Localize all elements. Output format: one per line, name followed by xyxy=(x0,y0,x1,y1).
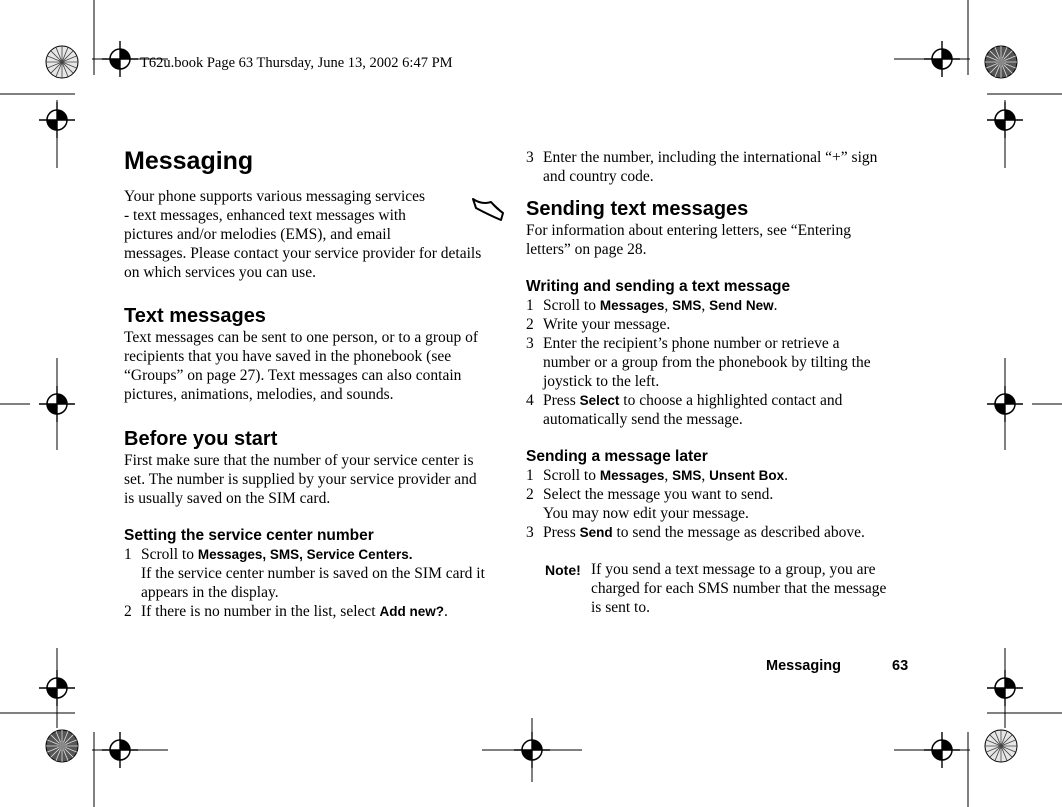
step-item xyxy=(526,148,911,186)
separator: , xyxy=(701,467,710,484)
step-text: Write your message. xyxy=(543,316,671,333)
intro-line: messages. Please contact your service provider for details xyxy=(124,245,482,262)
step-text: Press xyxy=(543,524,580,541)
paragraph-line: pictures, animations, melodies, and sounds. xyxy=(124,386,394,403)
step-number: 3 xyxy=(526,149,534,166)
step-text: appears in the display. xyxy=(141,584,279,601)
ui-label: Messages xyxy=(599,298,665,313)
step-item xyxy=(526,334,911,391)
later-heading: Sending a message later xyxy=(526,448,708,465)
step-text: You may now edit your message. xyxy=(543,505,749,522)
step-item xyxy=(526,466,911,485)
separator: , xyxy=(664,467,673,484)
step-text: Scroll to xyxy=(543,297,600,314)
ui-label: Messages, SMS, Service Centers. xyxy=(197,547,413,562)
separator: , xyxy=(701,297,710,314)
intro-line: on which services you can use. xyxy=(124,264,316,281)
step-item xyxy=(526,391,911,429)
step-text: number or a group from the phonebook by tilting the xyxy=(543,354,871,371)
paragraph-line: “Groups” on page 27). Text messages can also contain xyxy=(124,367,462,384)
writing-heading: Writing and sending a text message xyxy=(526,278,791,295)
note-line: charged for each SMS number that the message xyxy=(591,580,887,597)
step-item xyxy=(526,315,911,334)
step-number: 2 xyxy=(526,316,534,333)
step-text: Press xyxy=(543,392,580,409)
step-text: joystick to the left. xyxy=(543,373,660,390)
step-number: 1 xyxy=(526,297,534,314)
step-number: 2 xyxy=(526,486,534,503)
step-item xyxy=(526,296,911,315)
sms-envelope-icon xyxy=(470,196,506,224)
before-start-heading: Before you start xyxy=(124,428,278,450)
step-text: Scroll to xyxy=(141,546,198,563)
ui-label: Add new? xyxy=(379,604,444,619)
paragraph-line: set. The number is supplied by your service provider and xyxy=(124,471,477,488)
paragraph-line: is usually saved on the SIM card. xyxy=(124,490,331,507)
separator: , xyxy=(664,297,673,314)
step-text: Scroll to xyxy=(543,467,600,484)
paragraph-line: For information about entering letters, see “Entering xyxy=(526,222,851,239)
ui-label: SMS xyxy=(672,468,702,483)
intro-line: Your phone supports various messaging services xyxy=(124,188,426,205)
step-text: and country code. xyxy=(543,168,654,185)
text-messages-paragraph xyxy=(124,328,509,404)
step-number: 3 xyxy=(526,335,534,352)
ui-label: Messages xyxy=(599,468,665,483)
separator: . xyxy=(773,297,778,314)
print-slug: T62u.book Page 63 Thursday, June 13, 2002 6:47 PM xyxy=(140,55,453,71)
intro-line: pictures and/or melodies (EMS), and email xyxy=(124,226,391,243)
step-text: to choose a highlighted contact and xyxy=(619,392,843,409)
step-number: 1 xyxy=(124,546,132,563)
note-line: If you send a text message to a group, you are xyxy=(591,561,876,578)
step-text: If there is no number in the list, select xyxy=(141,603,380,620)
page-title: Messaging xyxy=(124,147,254,175)
step-text: Enter the number, including the international “+” sign xyxy=(543,149,878,166)
step-number: 4 xyxy=(526,392,534,409)
ui-label: Send xyxy=(579,525,613,540)
step-number: 1 xyxy=(526,467,534,484)
step-text: automatically send the message. xyxy=(543,411,743,428)
paragraph-line: First make sure that the number of your service center is xyxy=(124,452,474,469)
right-column xyxy=(526,148,911,617)
note-block xyxy=(526,560,911,617)
step-number: 2 xyxy=(124,603,132,620)
step-item xyxy=(526,523,911,542)
note-label: Note! xyxy=(545,562,581,578)
footer-section: Messaging xyxy=(766,658,841,674)
sending-heading: Sending text messages xyxy=(526,198,749,220)
step-text: If the service center number is saved on the SIM card it xyxy=(141,565,485,582)
text-messages-heading: Text messages xyxy=(124,305,266,327)
intro-line: - text messages, enhanced text messages with xyxy=(124,207,406,224)
step-item xyxy=(124,602,509,621)
paragraph-line: Text messages can be sent to one person, or to a group of xyxy=(124,329,479,346)
step-text: . xyxy=(443,603,448,620)
ui-label: SMS xyxy=(672,298,702,313)
step-text: Enter the recipient’s phone number or retrieve a xyxy=(543,335,840,352)
step-text: to send the message as described above. xyxy=(612,524,865,541)
ui-label: Unsent Box xyxy=(709,468,785,483)
ui-label: Send New xyxy=(709,298,774,313)
sending-paragraph xyxy=(526,221,911,259)
step-text: Select the message you want to send. xyxy=(543,486,774,503)
separator: . xyxy=(784,467,789,484)
note-line: is sent to. xyxy=(591,599,650,616)
ui-label: Select xyxy=(579,393,620,408)
paragraph-line: recipients that you have saved in the phonebook (see xyxy=(124,348,452,365)
setting-center-heading: Setting the service center number xyxy=(124,527,374,544)
step-number: 3 xyxy=(526,524,534,541)
step-item xyxy=(124,545,509,602)
left-column xyxy=(124,146,509,621)
paragraph-line: letters” on page 28. xyxy=(526,241,647,258)
step-item xyxy=(526,485,911,523)
intro-paragraph xyxy=(124,187,509,282)
before-start-paragraph xyxy=(124,451,509,508)
page-number: 63 xyxy=(892,658,909,674)
